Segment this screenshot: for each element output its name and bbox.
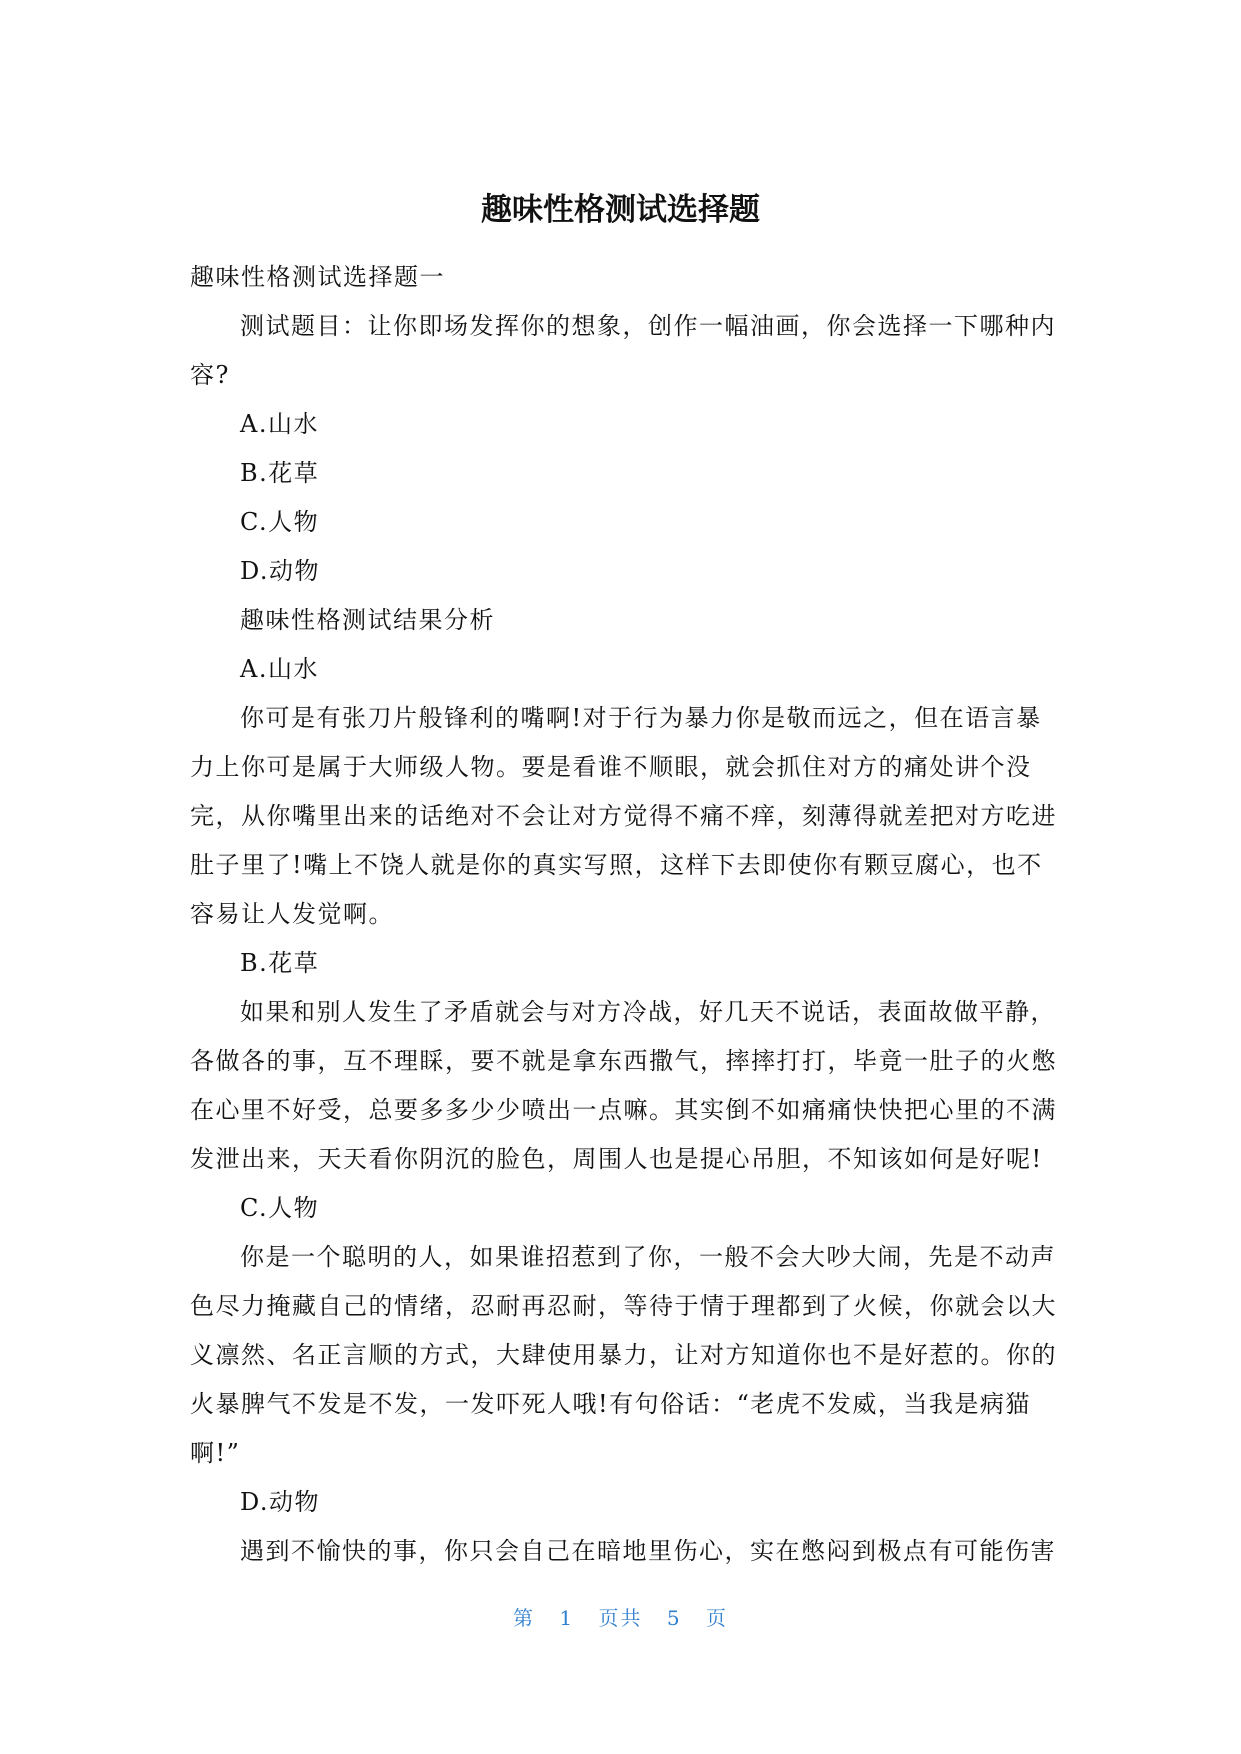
option-a: A.山水 — [240, 410, 319, 438]
document-body — [190, 253, 1060, 1576]
result-a-label: A.山水 — [240, 655, 319, 683]
section-heading: 趣味性格测试选择题一 — [190, 263, 445, 291]
result-b-label: B.花草 — [240, 949, 320, 977]
result-c-text: 你是一个聪明的人，如果谁招惹到了你，一般不会大吵大闹，先是不动声色尽力掩藏自己的情绪，忍耐再忍耐，等待于情于理都到了火候，你就会以大义凛然、名正言顺的方式，大肆使用暴力，让对方知道你也不是好惹的。你的火暴脾气不发是不发，一发吓死人哦!有句俗话：“老虎不发威，当我是病猫啊!” — [190, 1243, 1057, 1467]
result-a-text: 你可是有张刀片般锋利的嘴啊!对于行为暴力你是敬而远之，但在语言暴力上你可是属于大师级人物。要是看谁不顺眼，就会抓住对方的痛处讲个没完，从你嘴里出来的话绝对不会让对方觉得不痛不痒，刻薄得就差把对方吃进肚子里了!嘴上不饶人就是你的真实写照，这样下去即使你有颗豆腐心，也不容易让人发觉啊。 — [190, 704, 1057, 928]
option-b: B.花草 — [240, 459, 320, 487]
page-footer — [0, 1604, 1241, 1632]
option-c: C.人物 — [240, 508, 320, 536]
document-title: 趣味性格测试选择题 — [481, 192, 760, 228]
result-b-text: 如果和别人发生了矛盾就会与对方冷战，好几天不说话，表面故做平静，各做各的事，互不理睬，要不就是拿东西撒气，摔摔打打，毕竟一肚子的火憋在心里不好受，总要多多少少喷出一点嘛。其实倒不如痛痛快快把心里的不满发泄出来，天天看你阴沉的脸色，周围人也是提心吊胆，不知该如何是好呢! — [190, 998, 1057, 1173]
result-d-text: 遇到不愉快的事，你只会自己在暗地里伤心，实在憋闷到极点有可能伤害 — [240, 1537, 1056, 1565]
question-text: 测试题目：让你即场发挥你的想象，创作一幅油画，你会选择一下哪种内容? — [190, 312, 1056, 389]
result-d-label: D.动物 — [240, 1488, 321, 1516]
analysis-heading: 趣味性格测试结果分析 — [240, 606, 495, 634]
footer-total-pages: 5 — [666, 1606, 682, 1630]
footer-page-number: 1 — [559, 1606, 575, 1630]
result-c-label: C.人物 — [240, 1194, 320, 1222]
option-d: D.动物 — [240, 557, 321, 585]
footer-suffix: 页 — [705, 1606, 728, 1630]
footer-middle: 页共 — [598, 1606, 643, 1630]
footer-prefix: 第 — [513, 1606, 536, 1630]
